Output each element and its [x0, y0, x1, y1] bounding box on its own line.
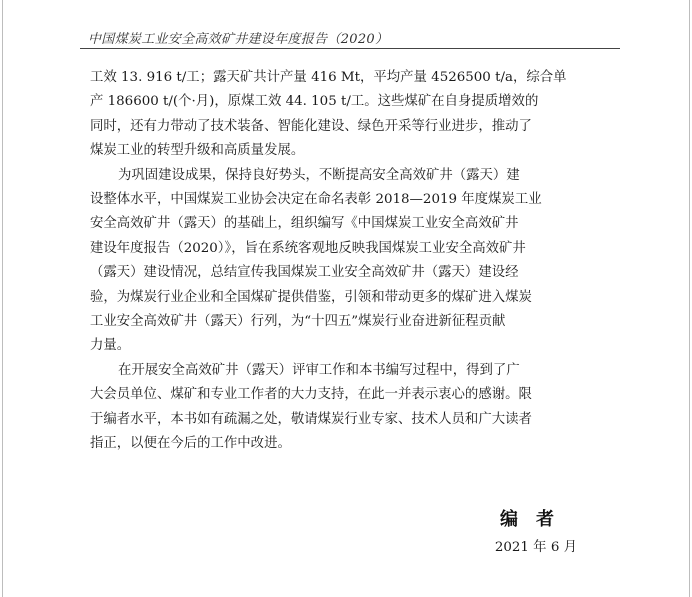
text-line: （露天）建设情况，总结宣传我国煤炭工业安全高效矿井（露天）建设经 — [90, 265, 519, 281]
running-header — [80, 26, 620, 49]
text-line: 指正，以便在今后的工作中改进。 — [90, 436, 291, 452]
text-line: 同时，还有力带动了技术装备、智能化建设、绿色开采等行业进步，推动了 — [90, 118, 532, 134]
text-line: 大会员单位、煤矿和专业工作者的大力支持，在此一并表示衷心的感谢。限 — [90, 387, 532, 403]
paragraph-2 — [90, 164, 630, 359]
paragraph-1 — [90, 66, 630, 164]
text-line: 在开展安全高效矿井（露天）评审工作和本书编写过程中，得到了广 — [118, 362, 520, 378]
signature-date: 2021 年 6 月 — [494, 540, 577, 555]
page-right-edge — [689, 0, 690, 597]
text-line: 于编者水平，本书如有疏漏之处，敬请煤炭行业专家、技术人员和广大读者 — [90, 411, 532, 427]
text-line: 为巩固建设成果，保持良好势头，不断提高安全高效矿井（露天）建 — [118, 167, 520, 183]
running-header-title: 中国煤炭工业安全高效矿井建设年度报告（2020） — [88, 32, 389, 47]
paragraph-3 — [90, 359, 630, 457]
text-line: 工效 13. 916 t/工；露天矿共计产量 416 Mt，平均产量 4526500 t/a，综合单 — [90, 70, 567, 85]
page-left-edge — [2, 0, 3, 597]
body-text — [90, 66, 630, 457]
text-line: 产 186600 t/(个·月)，原煤工效 44. 105 t/工。这些煤矿在自身提质增效的 — [90, 94, 539, 110]
text-line: 安全高效矿井（露天）的基础上，组织编写《中国煤炭工业安全高效矿井 — [90, 216, 519, 232]
text-line: 验，为煤炭行业企业和全国煤矿提供借鉴，引领和带动更多的煤矿进入煤炭 — [90, 289, 532, 305]
text-line: 工业安全高效矿井（露天）行列，为“十四五”煤炭行业奋进新征程贡献 — [90, 314, 506, 330]
text-line: 建设年度报告（2020）》，旨在系统客观地反映我国煤炭工业安全高效矿井 — [90, 240, 526, 256]
text-line: 设整体水平，中国煤炭工业协会决定在命名表彰 2018—2019 年度煤炭工业 — [90, 192, 542, 208]
text-line: 力量。 — [90, 338, 131, 354]
text-line: 煤炭工业的转型升级和高质量发展。 — [90, 143, 305, 159]
signature-author: 编者 — [500, 509, 572, 530]
